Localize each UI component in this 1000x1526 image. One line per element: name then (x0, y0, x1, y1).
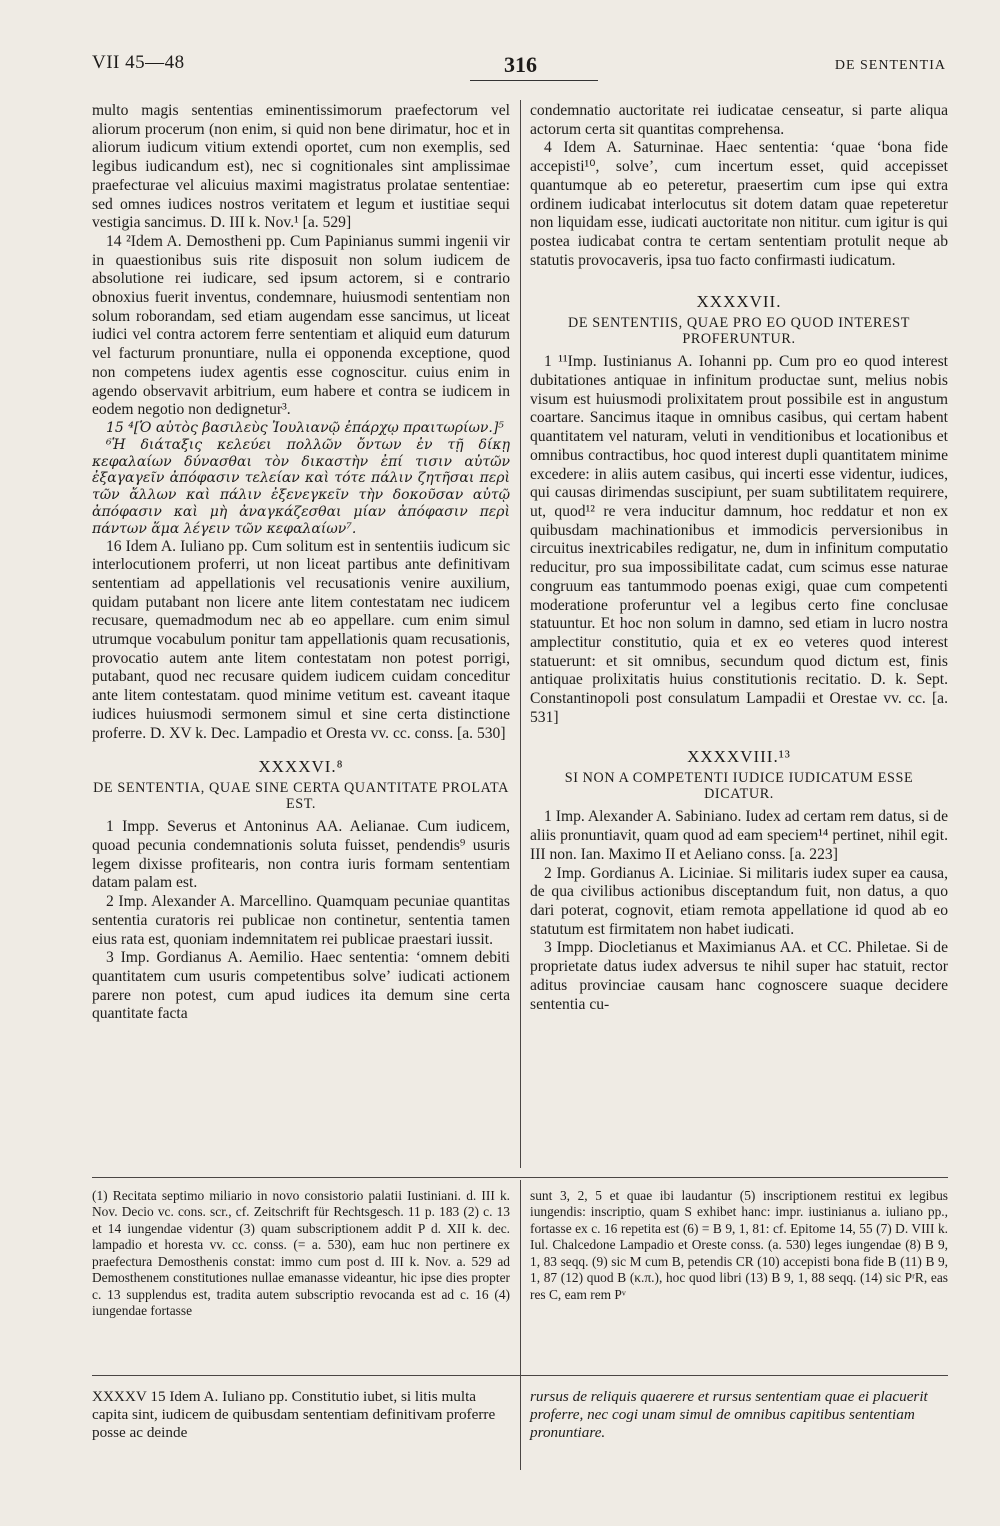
header-rule (470, 80, 598, 81)
bottom-notes-rule (92, 1375, 948, 1376)
footnote-rule (92, 1177, 948, 1178)
right-column (530, 102, 948, 1167)
header-running-title: DE SENTENTIA (834, 58, 946, 73)
paragraph: 16 Idem A. Iuliano pp. Cum solitum est in sententiis iudicum sic interlocutionem proferri, ut non liceat partibus ante definitivam sententiam ad appellationis vel recusationis venire auxilium, quidam putabant non licere ante litem contestatam nec iudicem recusare, quemadmodum nec ab eo appellare. cum enim simul utrumque vocabulum ponitur tam appellationis quam recusationis, provocatio autem ante litem contestatam non potest porrigi, putabant, quod nec recusare quidem iudicem cuidam conceditur ante litem contestatam. quod minime vetitum est. caveant itaque iudices huiusmodi sermonem simul et sine certa distinctione proferre. D. XV k. Dec. Lampadio et Oresta vv. cc. conss. [a. 530] (92, 537, 510, 742)
header-section-ref: VII 45—48 (92, 52, 185, 73)
title-heading: DE SENTENTIIS, QUAE PRO EO QUOD INTEREST PROFERUNTUR. (567, 314, 910, 348)
footnotes-left: (1) Recitata septimo miliario in novo consistorio palatii Iustiniani. d. III k. Nov. Decio vc. cons. scr., cf. Zeitschrift für Rechtsgesch. 11 p. 183 (2) c. 13 et 14 iungendae videntur (3) quam subscriptionem addit P d. XII k. dec. lampadio et horesta vv. cc. conss. (= a. 530), eam huc non pertinere ex praefectura Demosthenis constat: immo cum post d. III k. Nov. a. 529 ad Demosthenem constitutiones nullae emanasse videantur, hic ipse dies propter c. 13 supplendus est, tradita autem subscriptio revocanda est ad c. 16 (4) iungendae fortasse (92, 1188, 510, 1319)
footnote-divider (520, 1180, 521, 1470)
paragraph: 1 Impp. Severus et Antoninus AA. Aelianae. Cum iudicem, quoad pecunia condemnationis soluta fuisset, pendendis⁹ usuris legem dixisse profitearis, non contra iuris formam sententiam datam palam est. (92, 818, 510, 892)
title-heading: DE SENTENTIA, QUAE SINE CERTA QUANTITATE PROLATA EST. (93, 779, 509, 812)
greek-inscription: 15 ⁴[Ὁ αὐτὸς βασιλεὺς Ἰουλιανῷ ἐπάρχῳ πραιτωρίων.]⁵ (106, 419, 504, 436)
paragraph: condemnatio auctoritate rei iudicatae censeatur, si parte aliqua actorum certa sit quantitas comprehensa. (530, 102, 948, 138)
title-number: XXXXVIII.¹³ (687, 747, 791, 767)
title-number: XXXXVI.⁸ (258, 757, 344, 777)
paragraph: multo magis sententias eminentissimorum praefectorum vel aliorum procerum (non enim, si quid non bene dirimatur, hoc et in aliorum iudicum vitium extendi oportet, cum non exemplis, sed legibus iudicandum est), nec si cognitionales sint amplissimae praefecturae vel alicuius maximi magistratus prolatae sententiae: sed omnes iudices nostros veritatem et legum et iustitiae sequi vestigia sancimus. D. III k. Nov.¹ [a. 529] (92, 102, 510, 232)
greek-paragraph: ⁶Ἡ διάταξις κελεύει πολλῶν ὄντων ἐν τῇ δίκῃ κεφαλαίων δύνασθαι τὸν δικαστὴν ἐπί τισιν αὐτῶν ἐξαγαγεῖν ἀπόφασιν τελείαν καὶ τότε πάλιν ζητῆσαι περὶ τῶν ἄλλων καὶ πάλιν ἐξενεγκεῖν τὴν δοκοῦσαν αὐτῷ ἀπόφασιν καὶ μὴ ἀναγκάζεσθαι μίαν ἀπόφασιν περὶ πάντων ἅμα λέγειν τῶν κεφαλαίων⁷. (92, 436, 510, 537)
paragraph: 1 Imp. Alexander A. Sabiniano. Iudex ad certam rem datus, si de aliis pronuntiavit, quam quod ad eam speciem¹⁴ pertinet, nihil egit. III non. Ian. Maximo II et Aeliano conss. [a. 223] (530, 808, 948, 863)
bottom-note-left: XXXXV 15 Idem A. Iuliano pp. Constitutio iubet, si litis multa capita sint, iudicem de quibusdam sententiam definitivam proferre posse ac deinde (92, 1388, 496, 1442)
paragraph: 2 Imp. Gordianus A. Liciniae. Si militaris iudex super ea causa, de qua civilibus actionibus disceptandum fuit, non datus, a quo dari poterat, cognovit, etiam remota appellatione id quod ab eo statutum est firmitatem non habet iudicati. (530, 864, 948, 938)
title-number: XXXXVII. (696, 292, 782, 312)
column-divider (520, 100, 521, 1168)
paragraph: 14 ²Idem A. Demostheni pp. Cum Papinianus summi ingenii vir in quaestionibus suis rite disposuit non solum iudicem de absolutione rei iudicare, sed ipsum actorem, si e contrario obnoxius fuerit inventus, condemnare, huiusmodi sententiam non solum roborandam, sed etiam augendam esse sancimus, ut liceat iudici vel contra actorem ferre sententiam et aliquid eum daturum vel facturum pronuntiare, nulla ei opponenda exceptione, quod non competens iudex agentis esse cognoscitur. cuius enim in agendo observavit arbitrium, eum habere et contra se iudicem in eodem negotio non dedignetur³. (92, 232, 510, 419)
paragraph: 4 Idem A. Saturninae. Haec sententia: ‘quae ‘bona fide accepisti¹⁰, solve’, cum incertum esset, quid accepisset quantumque ab eo peteretur, praesertim cum ipse qui extra ordinem iudicabat interlocutus sit dotem datam quae repeteretur non liquidam esse, iudicati auctoritate non nititur. cum igitur is qui postea iudicabat contra te certam sententiam protulit neque ab statutis provocaveris, ipsa tuo facto confirmasti iudicatum. (530, 139, 948, 269)
paragraph: 1 ¹¹Imp. Iustinianus A. Iohanni pp. Cum pro eo quod interest dubitationes antiquae in infinitum productae sunt, melius nobis visum est huiusmodi prolixitatem prout possibile est in angustum coartare. Sancimus itaque in omnibus casibus, qui certam habent quantitatem vel naturam, veluti in venditionibus et locationibus et omnibus contractibus, hoc quod interest dupli quantitatem minime excedere: in aliis autem casibus, qui incerti esse videntur, iudices, qui causas dirimendas suscipiunt, per suam subtilitatem requirere, ut, quod¹² re vera inducitur damnum, hoc reddatur et non ex quibusdam machinationibus et immodicis perversionibus in circuitus inextricabiles redigatur, ne, dum in infinitum computatio reducitur, pro sua impossibilitate cadat, cum scimus esse naturae congruum eas tantummodo poenas exigi, quae cum competenti moderatione proferuntur vel a legibus certo fine conclusae statuuntur. Et hoc non solum in damno, sed etiam in lucro nostra amplectitur constitutio, quia et ex eo veteres quod interest statuerunt: et sit omnibus, secundum quod dictum est, finis antiquae prolixitatis huius constitutionis recitatio. D. k. Sept. Constantinopoli post consulatum Lampadii et Orestae vv. cc. [a. 531] (530, 353, 948, 726)
paragraph: 3 Imp. Gordianus A. Aemilio. Haec sententia: ‘omnem debiti quantitatem cum usuris competentibus solve’ iudicati actionem parere non potest, cum apud iudices ita demum sine certa quantitate facta (92, 949, 510, 1023)
paragraph: 3 Impp. Diocletianus et Maximianus AA. et CC. Philetae. Si de proprietate datus iudex adversus te nihil super hac statuit, rector aditus provinciae causam hanc cognoscere suaque decidere sententia cu- (530, 939, 948, 1013)
bottom-note-right: rursus de reliquis quaerere et rursus sententiam quae ei placuerit proferre, nec cogi unam simul de omnibus capitibus sententiam pronuntiare. (530, 1388, 928, 1442)
footnotes-right: sunt 3, 2, 5 et quae ibi laudantur (5) inscriptionem restitui ex legibus iungendis: inscriptio, quam S exhibet hanc: impr. iustinianus a. iuliano pp., fortasse ex c. 16 repetita est (6) = B 9, 1, 81: cf. Epitome 14, 55 (7) D. VIII k. Iul. Chalcedone Lampadio et Oreste conss. (a. 530) leges iungendae (8) B 9, 1, 83 seqq. (9) sic M cum B, petendis CR (10) accepisti bona fide B (11) B 9, 1, 87 (12) quod B (κ.π.), hoc quod libri (13) B 9, 1, 88 seqq. (14) sic PʳR, eas res C, eam rem Pᵛ (530, 1188, 948, 1302)
page-number: 316 (504, 52, 537, 77)
title-heading: SI NON A COMPETENTI IUDICE IUDICATUM ESSE DICATUR. (564, 769, 914, 803)
left-column (92, 102, 510, 1167)
paragraph: 2 Imp. Alexander A. Marcellino. Quamquam pecuniae quantitas sententia curatoris rei publicae non continetur, sententia tamen eius rata est, quoniam indemnitatem rei publicae praestari iussit. (92, 893, 510, 948)
